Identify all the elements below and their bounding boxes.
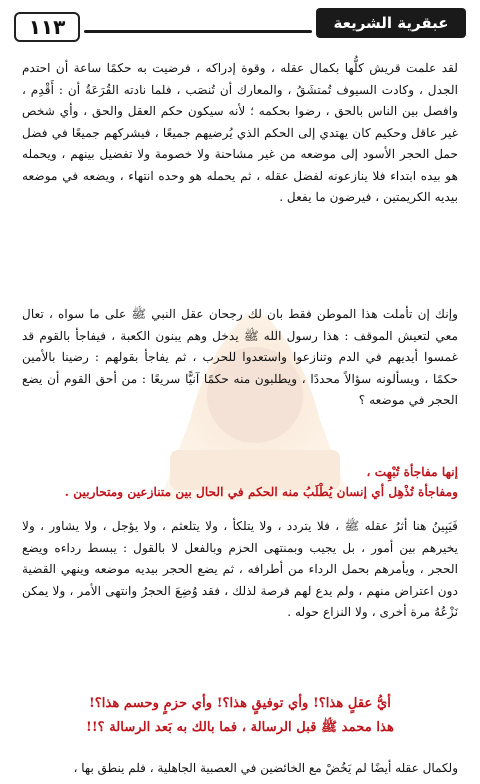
exclamation-line-1: أيُّ عقلٍ هذا؟! وأي توفيقٍ هذا؟! وأي حزمٍ وحسم هذا؟! (89, 696, 391, 711)
page-header (14, 6, 466, 44)
paragraph-1: لقد علمت قريش كلُّها بكمال عقله ، وقوة إدراكه ، فرضيت به حكمًا ساعة أن احتدم الجدل ، وكادت السيوف تُمتشَقُ ، والمعارك أن تُنصَب ، فلما نادته القُرَعَةُ أن : أَقْدِم ، وافصل بين الناس بالحق ، رضوا بحكمه ؛ لأنه سيكون حكم العقل والحق ، وأي شخص غير عاقل وحكيم كان يهتدي إلى الحكم الذي يُرضيهم جميعًا ، فيشركهم جميعًا في فضل حمل الحجر الأسود إلى موضعه من غير مشاحنة ولا خصومة ولا تفضيل بينهم ، ويحمله هو بيده ابتداء فلا ينازعونه لفضل عقله ، ثم يحمله هو وحده انتهاء ، ويضعه في موضعه بيديه الكريمتين ، فيرضون ما يفعل . (22, 61, 458, 204)
paragraph-2: وإنك إن تأملت هذا الموطن فقط بان لك رجحان عقل النبي ﷺ على ما سواه ، تعال معي لتعيش الموقف : هذا رسول الله ﷺ يدخل وهم يبنون الكعبة ، فيفاجأ بالقوم قد غمسوا أيديهم في الدم وتنازعوا واستعدوا للحرب ، ثم يفاجأ بقولهم : رضينا بالأمين حكمًا ، ويسألونه سؤالاً محددًا ، ويطلبون منه حكمًا آنيًّا سريعًا : من أحق القوم أن يضع الحجر في موضعه ؟ (22, 307, 458, 407)
header-rule (84, 30, 312, 33)
emphasis-line-1: إنها مفاجأة تُبْهِت ، (366, 465, 458, 479)
emphasis-line-2: ومفاجأة تُذْهِل أي إنسان يُطْلَبُ منه الحكم في الحال بين متنازعين ومتحاربين . (64, 485, 458, 499)
emphasis-block (22, 462, 458, 504)
book-title: عبقرية الشريعة (316, 8, 466, 38)
paragraph-6: ولكمال عقله أيضًا لم يَخُضْ مع الخائضين في العصبية الجاهلية ، فلم ينطق بها ، (73, 761, 458, 775)
exclamation-block (22, 692, 458, 744)
page-number: ١١٣ (14, 12, 80, 42)
paragraph-4: فَيَبِينُ هنا أثرُ عقله ﷺ ، فلا يتردد ، ولا يتلكأ ، ولا يتلعثم ، ولا يؤجل ، ولا يشاور ، ولا يخيرهم بين أمور ، بل يجيب وبمنتهى الحزم وبالفعل لا بالقول : يبسط رداءه ويضع الحجر ، ويأمرهم بحمل الرداء من أطرافه ، ثم يضع الحجر بيديه موضعه وينهي القضية دون اعتراض منهم ، ولم يدع لهم فرصة لذلك ، فقد وُضِعَ الحجرُ وانتهى الأمر ، ولا يمكن نَزْعُهُ مرة أخرى ، ولا النزاع حوله . (22, 519, 458, 619)
exclamation-line-2: هذا محمد ﷺ قبل الرسالة ، فما بالك به بَعد الرسالة ؟!! (86, 720, 394, 735)
page-body (22, 58, 458, 778)
